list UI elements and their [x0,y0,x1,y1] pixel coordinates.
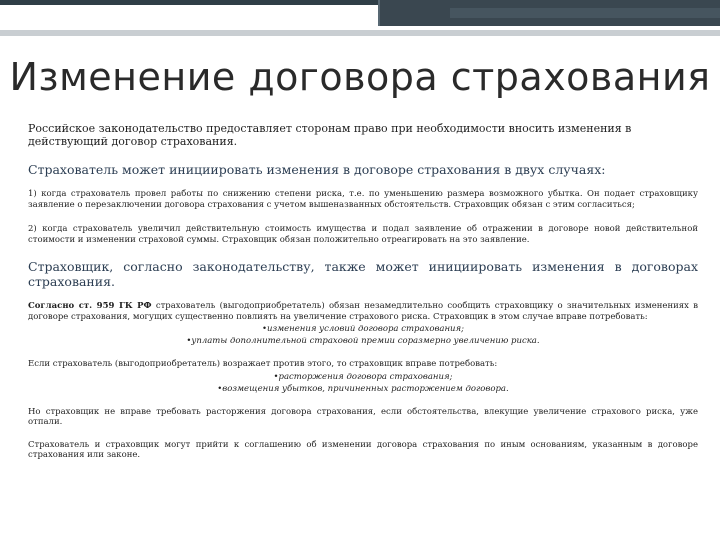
header-divider [0,30,720,36]
article-text: страхователь (выгодоприобретатель) обязан незамедлительно сообщить страховщику о значительных изменениях в договоре страхования, могущих существенно повлиять на увеличение страхового риска. Страховщик в этом случае вправе потребовать: [28,301,699,322]
bullet-change-terms: •изменения условий договора страхования; [261,324,465,334]
objection-paragraph: Если страхователь (выгодоприобретатель) возражает против этого, то страховщик вправе потребовать: [28,359,498,369]
header-tab-bar [450,8,720,18]
intro-paragraph: Российское законодательство предоставляет сторонам право при необходимости вносить изменения в действующий договор страхования. [28,122,632,148]
header-tab [378,0,720,26]
bullet-damages: •возмещения убытков, причиненных расторжением договора. [217,383,509,394]
case-2: 2) когда страхователь увеличил действительную стоимость имущества и подал заявление об отражении в договоре новой действительной стоимости и изменении страховой суммы. Страховщик обязан положительно отреагировать на это заявление. [28,224,698,245]
bullet-extra-premium: •уплаты дополнительной страховой премии соразмерно увеличению риска. [186,336,540,346]
slide-content [28,122,698,463]
agreement-paragraph: Страхователь и страховщик могут прийти к соглашению об изменении договора страхования по иным основаниям, указанным в договоре страхования или законе. [28,439,698,460]
slide-title: Изменение договора страхования [9,55,711,99]
bullet-termination: •расторжения договора страхования; [273,371,453,382]
case-1: 1) когда страхователь провел работы по снижению степени риска, т.е. по уменьшению размера возможного убытка. Он подает страховщику заявление о перезаключении договора страхования с учетом вышеназванных обстоятельств. Страховщик обязан с этим согласиться; [28,189,698,210]
article-paragraph [28,301,698,322]
insured-heading: Страхователь может инициировать изменения в договоре страхования в двух случаях: [28,162,606,177]
insurer-heading: Страховщик, согласно законодательству, также может инициировать изменения в договорах страхования. [28,259,698,289]
slide-header-bar [0,0,720,30]
article-reference: Согласно ст. 959 ГК РФ [28,301,152,311]
no-right-paragraph: Но страховщик не вправе требовать расторжения договора страхования, если обстоятельства, влекущие увеличение страхового риска, уже отпали. [28,406,698,427]
